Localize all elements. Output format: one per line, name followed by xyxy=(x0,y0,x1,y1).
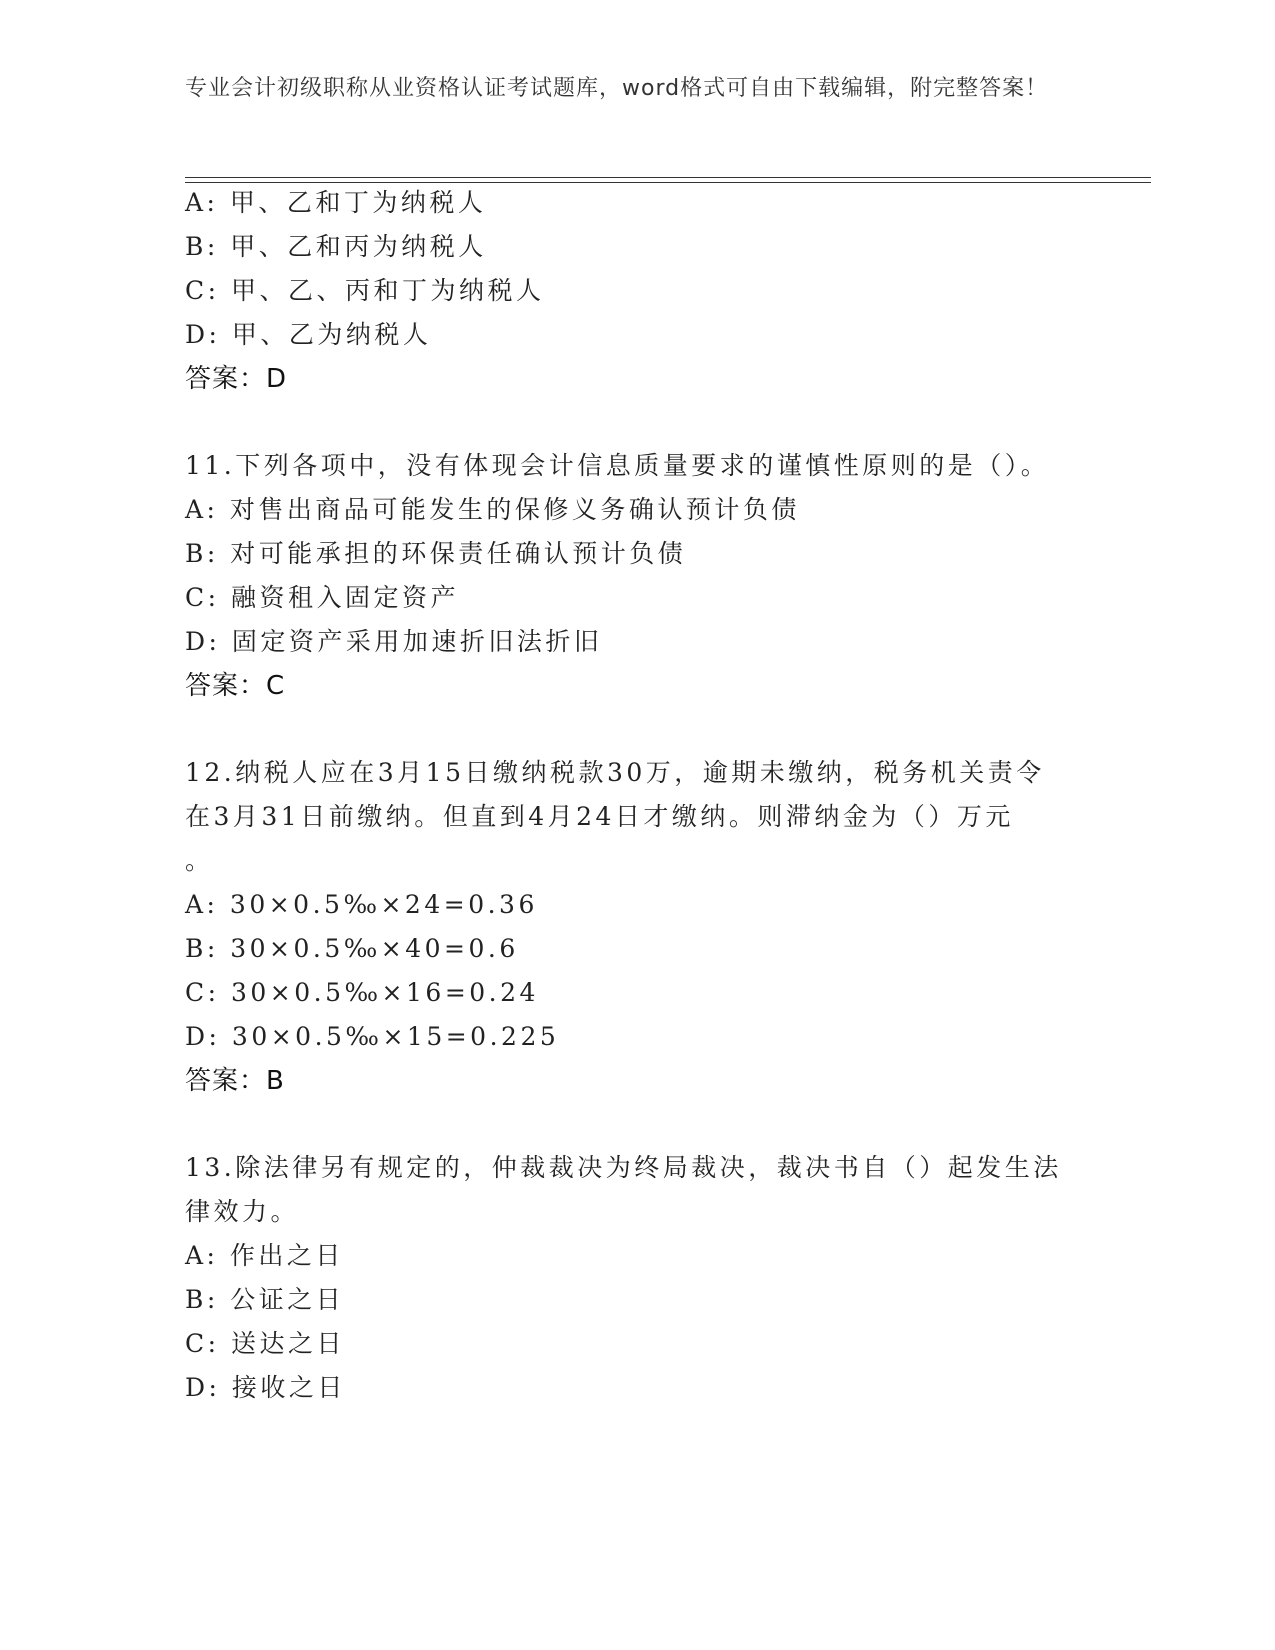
q13-option-b: B: 公证之日 xyxy=(185,1285,345,1314)
header-divider-bottom xyxy=(185,182,1151,183)
q11-option-b: B: 对可能承担的环保责任确认预计负债 xyxy=(185,539,687,568)
q11-option-c: C: 融资租入固定资产 xyxy=(185,583,459,612)
q10-option-d: D: 甲、乙为纳税人 xyxy=(185,320,432,349)
q12-stem-line-3: 。 xyxy=(185,846,214,875)
q12-option-b: B: 30×0.5‰×40=0.6 xyxy=(185,934,519,963)
q12-option-c: C: 30×0.5‰×16=0.24 xyxy=(185,978,539,1007)
q11-option-a: A: 对售出商品可能发生的保修义务确认预计负债 xyxy=(185,495,800,524)
q12-answer: 答案：B xyxy=(185,1066,285,1096)
q12-option-d: D: 30×0.5‰×15=0.225 xyxy=(185,1022,560,1051)
q13-option-d: D: 接收之日 xyxy=(185,1373,346,1402)
q10-answer: 答案：D xyxy=(185,364,288,394)
q12-option-a: A: 30×0.5‰×24=0.36 xyxy=(185,890,538,919)
q10-option-a: A: 甲、乙和丁为纳税人 xyxy=(185,188,487,217)
q11-option-d: D: 固定资产采用加速折旧法折旧 xyxy=(185,627,603,656)
q13-stem-line-2: 律效力。 xyxy=(185,1197,300,1226)
q13-stem-line-1: 13.除法律另有规定的，仲裁裁决为终局裁决，裁决书自（）起发生法 xyxy=(185,1153,1062,1182)
q13-option-c: C: 送达之日 xyxy=(185,1329,345,1358)
q12-stem-line-1: 12.纳税人应在3月15日缴纳税款30万，逾期未缴纳，税务机关责令 xyxy=(185,758,1045,787)
header-divider-top xyxy=(185,177,1151,178)
page-header: 专业会计初级职称从业资格认证考试题库，word格式可自由下载编辑，附完整答案！ xyxy=(185,76,1049,101)
q13-option-a: A: 作出之日 xyxy=(185,1241,344,1270)
q12-stem-line-2: 在3月31日前缴纳。但直到4月24日才缴纳。则滞纳金为（）万元 xyxy=(185,802,1014,831)
q11-stem: 11.下列各项中，没有体现会计信息质量要求的谨慎性原则的是（）。 xyxy=(185,451,1050,480)
q11-answer: 答案：C xyxy=(185,671,286,701)
q10-option-c: C: 甲、乙、丙和丁为纳税人 xyxy=(185,276,545,305)
q10-option-b: B: 甲、乙和丙为纳税人 xyxy=(185,232,487,261)
